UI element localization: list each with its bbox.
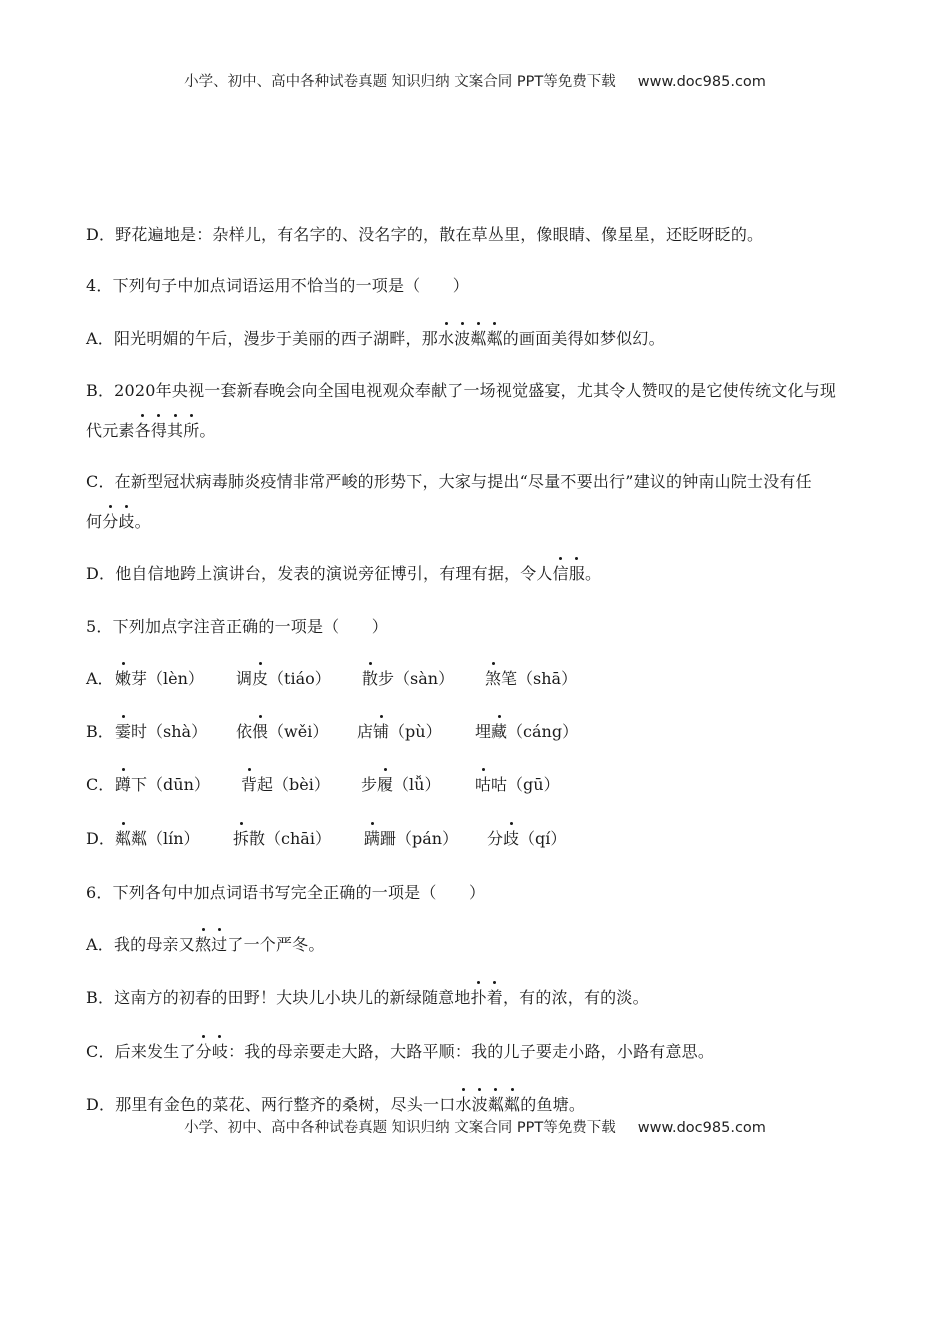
dotted-char: 歧 [118, 509, 134, 532]
q4-d-post: 。 [585, 564, 602, 583]
plain-char: 步 [361, 775, 378, 794]
q5-c-item-4 [475, 772, 560, 795]
dotted-char: 皮 [252, 666, 268, 689]
reading: 时（shà） [131, 722, 208, 741]
page-header [0, 70, 950, 91]
q5-b-item-2 [236, 719, 328, 742]
q5-a-item-1 [115, 666, 204, 689]
reading: 芽（lèn） [131, 669, 204, 688]
dotted-char: 波 [454, 326, 470, 349]
q5-b-item-4 [475, 719, 578, 742]
q6-b-pre: B．这南方的初春的田野！大块儿小块儿的新绿随意地 [86, 988, 471, 1007]
dotted-char: 煞 [485, 666, 501, 689]
q6-c-post: ：我的母亲要走大路，大路平顺：我的儿子要走小路，小路有意思。 [228, 1042, 715, 1061]
footer-site: www.doc985.com [637, 1120, 766, 1136]
reading: 步（sàn） [378, 669, 455, 688]
reading: 散（chāi） [249, 829, 331, 848]
q5-row-a-label: A． [86, 669, 114, 688]
q4-option-d [86, 561, 601, 584]
reading: （qí） [519, 829, 567, 848]
dotted-char: 过 [211, 932, 227, 955]
q5-b-item-1 [115, 719, 207, 742]
plain-char: 分 [487, 829, 504, 848]
dotted-char: 其 [167, 418, 183, 441]
reading: 跚（pán） [380, 829, 459, 848]
q5-c-item-1 [115, 772, 210, 795]
reading: 笔（shā） [501, 669, 578, 688]
dotted-char: 嫩 [115, 666, 131, 689]
page-footer [0, 1116, 950, 1137]
dotted-char: 分 [196, 1039, 212, 1062]
dotted-char: 粼 [115, 826, 131, 849]
dotted-char: 偎 [252, 719, 268, 742]
reading: 粼（lín） [131, 829, 200, 848]
header-site: www.doc985.com [637, 74, 766, 90]
dotted-char: 各 [135, 418, 151, 441]
q5-d-item-1 [115, 826, 200, 849]
dotted-char: 所 [183, 418, 199, 441]
plain-char: 调 [236, 669, 253, 688]
q5-a-item-4 [485, 666, 577, 689]
q5-d-item-4 [487, 826, 566, 849]
q4-option-c-line2 [86, 509, 151, 532]
q4-b-post: 。 [199, 421, 216, 440]
dotted-char: 蹲 [115, 772, 131, 795]
q4-d-pre: D．他自信地跨上演讲台，发表的演说旁征博引，有理有据，令人 [86, 564, 553, 583]
dotted-char: 歧 [503, 826, 519, 849]
q6-a-pre: A．我的母亲又 [86, 935, 195, 954]
q5-b-item-3 [357, 719, 442, 742]
q4-stem: 4．下列句子中加点词语运用不恰当的一项是（ ） [86, 276, 469, 295]
dotted-char: 铺 [373, 719, 389, 742]
q5-c-item-3 [361, 772, 440, 795]
dotted-char: 粼 [487, 326, 503, 349]
footer-text: 小学、初中、高中各种试卷真题 知识归纳 文案合同 PPT等免费下载 [184, 1120, 616, 1136]
plain-char: 埋 [475, 722, 492, 741]
q3-option-d: D．野花遍地是：杂样儿，有名字的、没名字的，散在草丛里，像眼睛、像星星，还眨呀眨的。 [86, 225, 764, 244]
q5-row-b-label: B． [86, 722, 114, 741]
reading: 咕（gū） [491, 775, 560, 794]
dotted-char: 熬 [195, 932, 211, 955]
q5-a-item-2 [236, 666, 331, 689]
reading: （lǚ） [393, 775, 441, 794]
dotted-char: 霎 [115, 719, 131, 742]
q5-c-item-2 [241, 772, 330, 795]
q6-d-post: 的鱼塘。 [520, 1095, 586, 1114]
q4-c-pre: 何 [86, 512, 103, 531]
q5-d-item-3 [364, 826, 458, 849]
q5-row-c-label: C． [86, 775, 115, 794]
reading: （pù） [389, 722, 442, 741]
q4-option-b-line2 [86, 418, 216, 441]
q4-c-post: 。 [134, 512, 151, 531]
q6-d-pre: D．那里有金色的菜花、两行整齐的桑树，尽头一口 [86, 1095, 456, 1114]
reading: （tiáo） [268, 669, 331, 688]
q6-option-b [86, 985, 649, 1008]
dotted-char: 粼 [488, 1092, 504, 1115]
dotted-char: 岐 [212, 1039, 228, 1062]
dotted-char: 履 [377, 772, 393, 795]
dotted-char: 咕 [475, 772, 491, 795]
dotted-char: 背 [241, 772, 257, 795]
dotted-char: 藏 [491, 719, 507, 742]
dotted-char: 着 [487, 985, 503, 1008]
dotted-char: 扑 [471, 985, 487, 1008]
q4-option-b-line1: B．2020年央视一套新春晚会向全国电视观众奉献了一场视觉盛宴，尤其令人赞叹的是它使传统文化与现 [86, 381, 837, 400]
q4-a-post: 的画面美得如梦似幻。 [502, 329, 665, 348]
q6-c-pre: C．后来发生了 [86, 1042, 196, 1061]
reading: （cáng） [507, 722, 579, 741]
q5-a-item-3 [362, 666, 454, 689]
q4-a-pre: A．阳光明媚的午后，漫步于美丽的西子湖畔，那 [86, 329, 438, 348]
dotted-char: 散 [362, 666, 378, 689]
dotted-char: 蹒 [364, 826, 380, 849]
plain-char: 依 [236, 722, 253, 741]
q4-b-pre: 代元素 [86, 421, 135, 440]
q6-option-a [86, 932, 325, 955]
dotted-char: 服 [569, 561, 585, 584]
q5-row-d-label: D． [86, 829, 115, 848]
q5-stem: 5．下列加点字注音正确的一项是（ ） [86, 617, 388, 636]
q4-option-c-line1: C．在新型冠状病毒肺炎疫情非常严峻的形势下，大家与提出“尽量不要出行”建议的钟南山院士没有任 [86, 472, 812, 491]
dotted-char: 水 [438, 326, 454, 349]
reading: 下（dūn） [131, 775, 210, 794]
q5-d-item-2 [233, 826, 331, 849]
q6-b-post: ，有的浓，有的淡。 [502, 988, 649, 1007]
dotted-char: 水 [455, 1092, 471, 1115]
dotted-char: 粼 [470, 326, 486, 349]
header-text: 小学、初中、高中各种试卷真题 知识归纳 文案合同 PPT等免费下载 [184, 74, 616, 90]
reading: （wěi） [268, 722, 329, 741]
plain-char: 店 [357, 722, 374, 741]
q6-option-c [86, 1039, 714, 1062]
q6-stem: 6．下列各句中加点词语书写完全正确的一项是（ ） [86, 883, 486, 902]
dotted-char: 信 [553, 561, 569, 584]
q6-a-post: 了一个严冬。 [227, 935, 325, 954]
reading: 起（bèi） [257, 775, 330, 794]
dotted-char: 拆 [233, 826, 249, 849]
q6-option-d [86, 1092, 585, 1115]
dotted-char: 波 [472, 1092, 488, 1115]
dotted-char: 粼 [504, 1092, 520, 1115]
dotted-char: 分 [102, 509, 118, 532]
dotted-char: 得 [151, 418, 167, 441]
q4-option-a [86, 326, 665, 349]
